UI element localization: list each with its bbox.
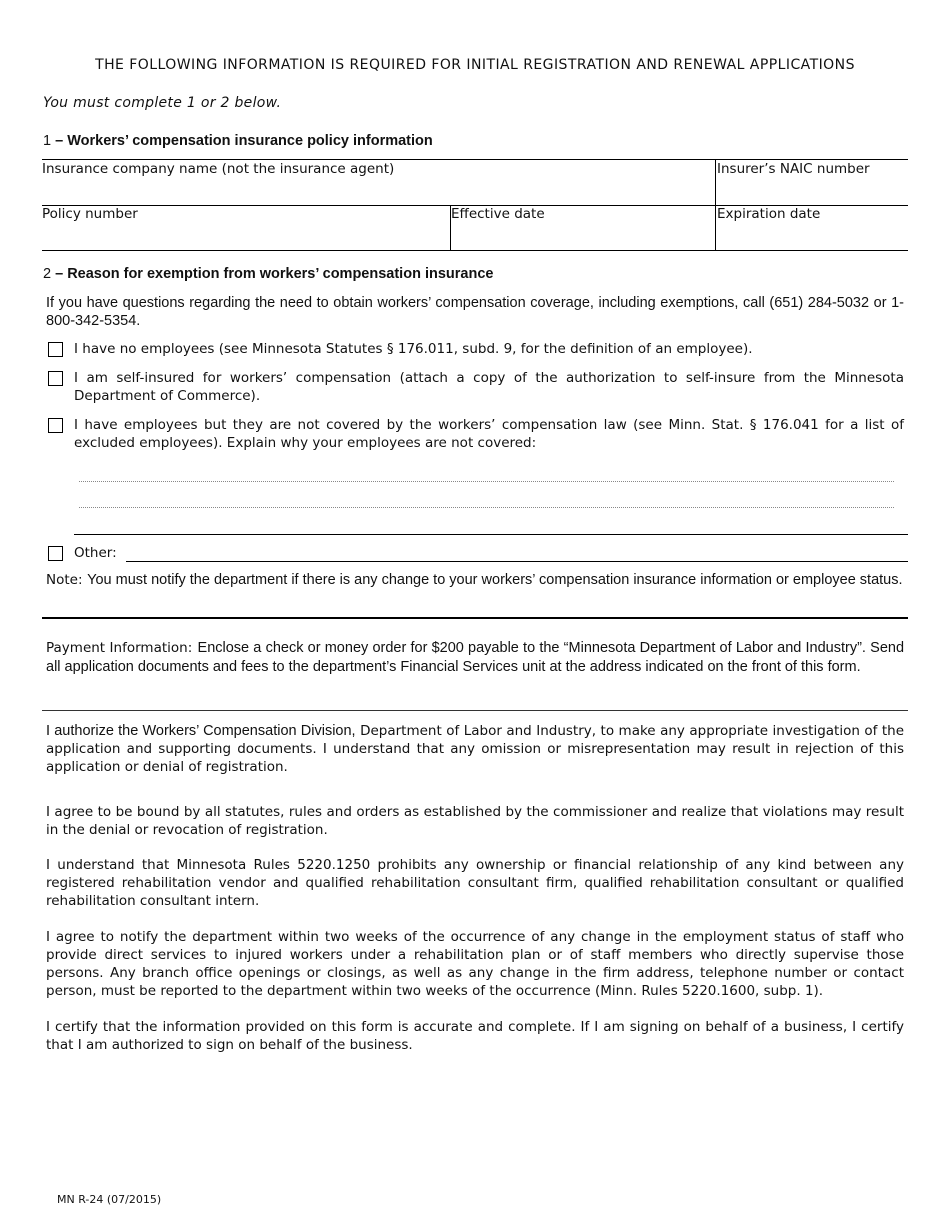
- explanation-line-3[interactable]: [74, 534, 908, 535]
- payment-divider: [42, 710, 908, 711]
- section1-number: 1: [43, 133, 52, 149]
- intro-instruction: You must complete 1 or 2 below.: [43, 95, 282, 111]
- self-insured-label: I am self-insured for workers’ compensation (attach a copy of the authorization to self-insure from the Minnesota Department of Commerce).: [74, 370, 904, 404]
- no-employees-label: I have no employees (see Minnesota Statutes § 176.011, subd. 9, for the definition of an employee).: [74, 341, 753, 357]
- form-number: MN R-24 (07/2015): [57, 1193, 162, 1206]
- section1-title: [43, 133, 433, 149]
- statutes-agreement-paragraph: I agree to be bound by all statutes, rules and orders as established by the commissioner and realize that violations may result in the denial or revocation of registration.: [46, 804, 904, 838]
- payment-text: Enclose a check or money order for $200 payable to the “Minnesota Department of Labor and Industry”. Send all application documents and fees to the department’s Financial Services unit at the address indicated on the front of this form.: [46, 640, 905, 675]
- self-insured-checkbox[interactable]: [48, 371, 63, 386]
- naic-number-label: Insurer’s NAIC number: [717, 161, 870, 177]
- section1-title-text: – Workers’ compensation insurance policy information: [55, 133, 433, 149]
- authorization-lead: I authorize the Workers’ Compensation Division,: [46, 723, 356, 739]
- explanation-line-1[interactable]: [79, 481, 894, 482]
- authorization-rest: Department of Labor and Industry, to make any appropriate investigation of the application and supporting documents. I understand that any omission or misrepresentation may result in rejection of this application or denial of registration.: [46, 723, 905, 775]
- exemption-questions-text: If you have questions regarding the need to obtain workers’ compensation coverage, including exemptions, call (651) 284-5032 or 1-800-342-5354.: [46, 295, 904, 329]
- policy-number-field[interactable]: [42, 225, 447, 247]
- not-covered-label: I have employees but they are not covered by the workers’ compensation law (see Minn. Stat. § 176.041 for a list of excluded employees). Explain why your employees are not covered:: [74, 417, 904, 451]
- insurance-company-label: Insurance company name (not the insurance agent): [42, 161, 395, 177]
- not-covered-checkbox[interactable]: [48, 418, 63, 433]
- certification-paragraph: I certify that the information provided on this form is accurate and complete. If I am signing on behalf of a business, I certify that I am authorized to sign on behalf of the business.: [46, 1019, 904, 1053]
- effective-date-label: Effective date: [451, 206, 545, 222]
- section2-title-text: – Reason for exemption from workers’ compensation insurance: [55, 266, 494, 282]
- section1-top-rule: [42, 159, 908, 160]
- note-text: You must notify the department if there is any change to your workers’ compensation insurance information or employee status.: [87, 572, 903, 588]
- naic-number-field[interactable]: [717, 180, 907, 202]
- section2-number: 2: [43, 266, 52, 282]
- effective-date-field[interactable]: [451, 225, 711, 247]
- payment-label: Payment Information:: [46, 640, 193, 656]
- insurance-company-field[interactable]: [42, 180, 712, 202]
- payment-block: [46, 638, 904, 676]
- note-label: Note:: [46, 572, 83, 588]
- authorization-paragraph: [46, 722, 904, 776]
- section2-title: [43, 266, 493, 282]
- no-employees-checkbox[interactable]: [48, 342, 63, 357]
- expiration-date-label: Expiration date: [717, 206, 821, 222]
- policy-number-label: Policy number: [42, 206, 138, 222]
- page-header: THE FOLLOWING INFORMATION IS REQUIRED FOR INITIAL REGISTRATION AND RENEWAL APPLICATIONS: [95, 57, 855, 73]
- other-checkbox[interactable]: [48, 546, 63, 561]
- expiration-date-field[interactable]: [717, 225, 907, 247]
- section-divider-thick: [42, 617, 908, 619]
- ownership-rule-paragraph: I understand that Minnesota Rules 5220.1250 prohibits any ownership or financial relationship of any kind between any registered rehabilitation vendor and qualified rehabilitation consultant firm, qualified rehabilitation consultant or qualified rehabilitation consultant intern.: [46, 857, 904, 909]
- other-input-line[interactable]: [126, 561, 908, 562]
- notification-paragraph: I agree to notify the department within two weeks of the occurrence of any change in the employment status of staff who provide direct services to injured workers under a rehabilitation plan or of staff members who directly supervise those persons. Any branch office openings or closings, as well as any change in the firm address, telephone number or contact person, must be reported to the department within two weeks of the occurrence (Minn. Rules 5220.1600, subp. 1).: [46, 929, 904, 999]
- naic-divider: [715, 159, 716, 250]
- section1-bottom-rule: [42, 250, 908, 251]
- note-block: [46, 571, 906, 589]
- explanation-line-2[interactable]: [79, 507, 894, 508]
- other-label: Other:: [74, 545, 117, 561]
